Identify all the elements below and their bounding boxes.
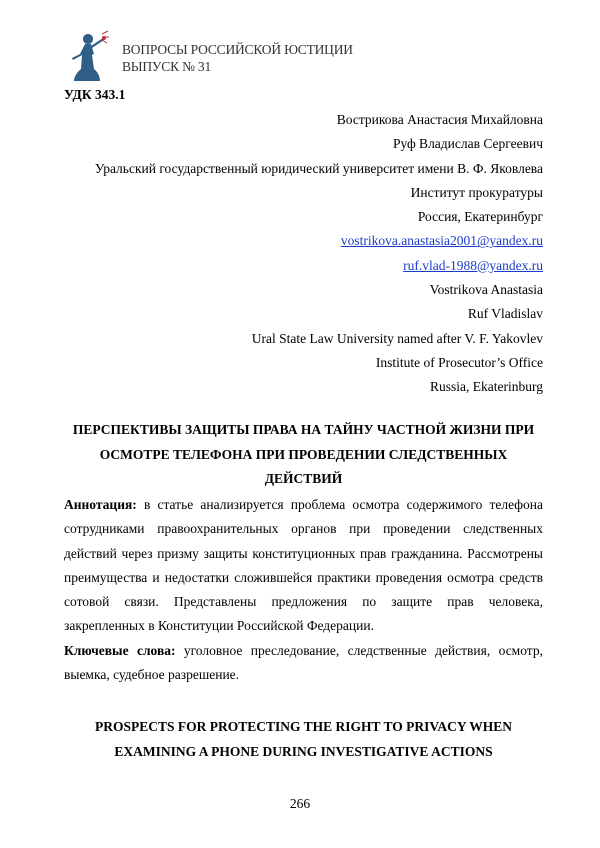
institute-ru: Институт прокуратуры — [410, 184, 543, 200]
udk-code: УДК 343.1 — [64, 87, 126, 102]
affiliation-ru: Уральский государственный юридический университет имени В. Ф. Яковлева — [94, 160, 543, 176]
abstract-paragraph — [64, 493, 543, 639]
keywords-text: уголовное преследование, следственные действия, осмотр, выемка, судебное разрешение. — [64, 642, 543, 683]
keywords-label: Ключевые слова: — [64, 642, 176, 658]
journal-header — [64, 28, 544, 84]
keywords-paragraph — [64, 639, 543, 688]
journal-issue: ВЫПУСК № 31 — [122, 59, 212, 74]
author-name-en-1: Vostrikova Anastasia — [429, 282, 543, 298]
abstract-label: Аннотация: — [64, 497, 137, 512]
themis-logo-icon — [64, 28, 110, 84]
author-name-en-2: Ruf Vladislav — [467, 306, 543, 322]
abstract-text: в статье анализируется проблема осмотра содержимого телефона сотрудниками правоохранительных органов при проведении следственных действий через призму защиты конституционных прав гражданина. Рассмотрены преимущества и недостатки сложившейся практики проведения осмотра средств сотовой связи. Представлены предложения по защите прав человека, закрепленных в Конституции Российской Федерации. — [64, 497, 543, 634]
journal-name: ВОПРОСЫ РОССИЙСКОЙ ЮСТИЦИИ — [122, 42, 353, 57]
author-name-ru-2: Руф Владислав Сергеевич — [393, 136, 543, 152]
author-block — [95, 108, 543, 400]
abstract-section — [64, 493, 543, 687]
article-title-ru: ПЕРСПЕКТИВЫ ЗАЩИТЫ ПРАВА НА ТАЙНУ ЧАСТНОЙ ЖИЗНИ ПРИ ОСМОТРЕ ТЕЛЕФОНА ПРИ ПРОВЕДЕНИИ СЛЕДСТВЕННЫХ ДЕЙСТВИЙ — [72, 422, 535, 486]
location-ru: Россия, Екатеринбург — [417, 209, 543, 225]
article-title-en: PROSPECTS FOR PROTECTING THE RIGHT TO PRIVACY WHEN EXAMINING A PHONE DURING INVESTIGATIVE ACTIONS — [95, 719, 512, 759]
affiliation-en: Ural State Law University named after V. F. Yakovlev — [251, 330, 543, 346]
email-link-1[interactable]: vostrikova.anastasia2001@yandex.ru — [340, 233, 543, 249]
journal-title — [122, 41, 353, 75]
location-en: Russia, Ekaterinburg — [430, 379, 543, 395]
institute-en: Institute of Prosecutor’s Office — [375, 354, 543, 370]
page-number: 266 — [289, 796, 311, 811]
email-link-2[interactable]: ruf.vlad-1988@yandex.ru — [403, 257, 543, 273]
author-name-ru-1: Вострикова Анастасия Михайловна — [336, 112, 543, 127]
